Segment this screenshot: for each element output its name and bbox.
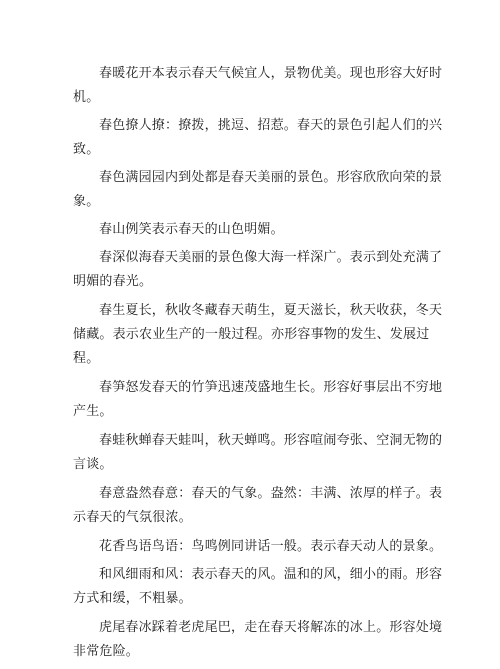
paragraph-huaxiangniaoyu: 花香鸟语鸟语：鸟鸣例同讲话一般。表示春天动人的景象。 [99,539,443,554]
paragraph-chunsunnufa: 春笋怒发春天的竹笋迅速茂盛地生长。形容好事层出不穷地产生。 [73,380,443,419]
paragraph-chunnuanhuakai: 春暖花开本表示春天气候宜人，景物优美。现也形容大好时机。 [73,66,443,105]
paragraph-chunseliaoren: 春色撩人撩：撩拨，挑逗、招惹。春天的景色引起人们的兴致。 [73,118,443,157]
paragraph-hefengxiyu: 和风细雨和风：表示春天的风。温和的风，细小的雨。形容方式和缓，不粗暴。 [73,567,443,606]
paragraph-chunyiangran: 春意盎然春意：春天的气象。盎然：丰满、浓厚的样子。表示春天的气氛很浓。 [73,486,443,525]
document-body [73,62,443,669]
paragraph-chunwaqiuchan: 春蛙秋蝉春天蛙叫，秋天蝉鸣。形容喧闹夸张、空洞无物的言谈。 [73,433,443,472]
paragraph-huweichunbing: 虎尾春冰踩着老虎尾巴，走在春天将解冻的冰上。形容处境非常危险。 [73,620,443,659]
paragraph-chunshensihai: 春深似海春天美丽的景色像大海一样深广。表示到处充满了明媚的春光。 [73,250,443,289]
paragraph-chunshanlixiao: 春山例笑表示春天的山色明媚。 [99,222,284,237]
paragraph-chunsemanyuan: 春色满园园内到处都是春天美丽的景色。形容欣欣向荣的景象。 [73,170,443,209]
paragraph-chunshengxiazhang: 春生夏长，秋收冬藏春天萌生，夏天滋长，秋天收获，冬天储藏。表示农业生产的一般过程。亦形容事物的发生、发展过程。 [73,303,443,366]
